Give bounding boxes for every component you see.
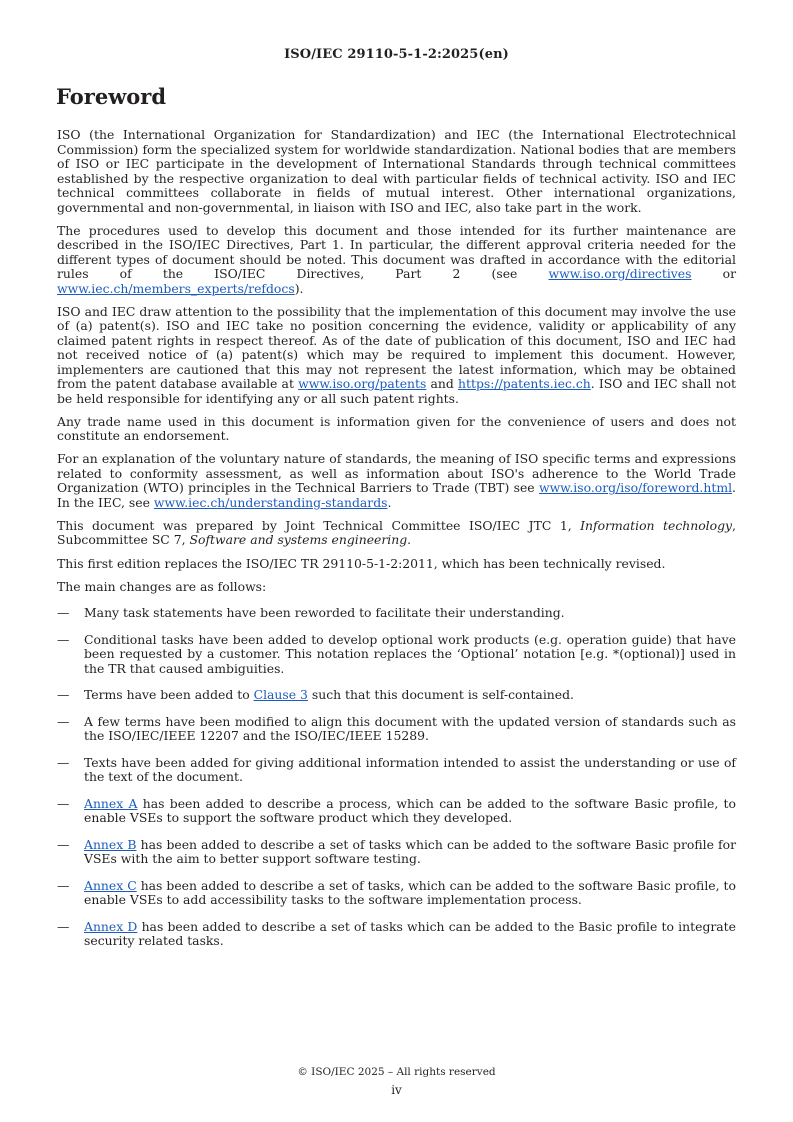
- link-annex-c[interactable]: Annex C: [84, 877, 137, 893]
- paragraph-prepared-by: [57, 519, 736, 548]
- paragraph-text: For an explanation of the voluntary nature of standards, the meaning of ISO specific terms and expressions related to conformity assessment, as well as information about ISO's adherence to the World Trade Organization (WTO) principles in the Technical Barriers to Trade (TBT) see: [57, 451, 736, 496]
- paragraph-text: ISO and IEC draw attention to the possibility that the implementation of this document may involve the use of (a) patent(s). ISO and IEC take no position concerning the evidence, validity or applicability of any claimed patent rights in respect thereof. As of the date of publication of this document, ISO and IEC had not received notice of (a) patent(s) which may be required to implement this document. However, implementers are cautioned that this may not represent the latest information, which may be obtained from the patent database available at: [57, 303, 736, 392]
- paragraph-voluntary-nature: [57, 452, 736, 510]
- list-item-text: Many task statements have been reworded to facilitate their understanding.: [84, 605, 565, 621]
- list-item-text: has been added to describe a set of tasks which can be added to the software Basic profile for VSEs with the aim to better support software testing.: [84, 836, 737, 867]
- list-item-text: A few terms have been modified to align this document with the updated version of standards such as the ISO/IEC/IEEE 12207 and the ISO/IEC/IEEE 15289.: [84, 713, 736, 744]
- dash-bullet: —: [57, 687, 70, 703]
- link-annex-b[interactable]: Annex B: [84, 836, 137, 852]
- paragraph-text: ).: [294, 280, 304, 296]
- list-item: [57, 797, 736, 826]
- dash-bullet: —: [57, 836, 70, 852]
- list-item-text: has been added to describe a process, which can be added to the software Basic profile, to enable VSEs to support the software product which they developed.: [84, 795, 737, 826]
- paragraph-text: .: [387, 494, 392, 510]
- dash-bullet: —: [57, 631, 70, 647]
- list-item: [57, 633, 736, 677]
- list-item: [57, 756, 736, 785]
- copyright-footer: © ISO/IEC 2025 – All rights reserved: [297, 1066, 496, 1078]
- paragraph-patents: [57, 305, 736, 407]
- list-item-text: such that this document is self-contained.: [307, 687, 574, 703]
- paragraph-main-changes: [57, 580, 736, 595]
- list-item: [57, 920, 736, 949]
- paragraph-text: ISO (the International Organization for Standardization) and IEC (the International Electrotechnical Commission) form the specialized system for worldwide standardization. National bodies that are members of ISO or IEC participate in the development of International Standards through technical committees established by the respective organization to deal with particular fields of technical activity. ISO and IEC technical committees collaborate in fields of mutual interest. Other international organizations, governmental and non-governmental, in liaison with ISO and IEC, also take part in the work.: [57, 127, 736, 215]
- link-clause-3[interactable]: Clause 3: [253, 687, 308, 703]
- foreword-body: [57, 128, 736, 961]
- paragraph-procedures: [57, 224, 736, 297]
- paragraph-text: The procedures used to develop this document and those intended for its further maintenance are described in the ISO/IEC Directives, Part 1. In particular, the different approval criteria needed for the different types of document should be noted. This document was drafted in accordance with the editorial rules of the ISO/IEC Directives, Part 2 (see: [57, 222, 736, 282]
- paragraph-text: . In the IEC, see: [57, 480, 736, 510]
- paragraph-text: This document was prepared by Joint Technical Committee ISO/IEC JTC 1,: [57, 517, 581, 533]
- paragraph-text: This first edition replaces the ISO/IEC TR 29110-5-1-2:2011, which has been technically revised.: [57, 555, 666, 571]
- page-title: Foreword: [56, 84, 167, 109]
- dash-bullet: —: [57, 918, 70, 934]
- link-annex-d[interactable]: Annex D: [84, 918, 138, 934]
- list-item-text: has been added to describe a set of tasks which can be added to the Basic profile to integrate security related tasks.: [84, 918, 736, 949]
- list-item-text: Terms have been added to: [84, 687, 254, 703]
- list-item-text: has been added to describe a set of tasks, which can be added to the software Basic profile, to enable VSEs to add accessibility tasks to the software implementation process.: [84, 877, 736, 908]
- link-annex-a[interactable]: Annex A: [84, 795, 138, 811]
- dash-bullet: —: [57, 754, 70, 770]
- paragraph-text: . ISO and IEC shall not be held responsible for identifying any or all such patent rights.: [57, 376, 736, 406]
- paragraph-iso-iec-intro: [57, 128, 736, 215]
- paragraph-text: , Subcommittee SC 7,: [57, 517, 736, 548]
- link-iec-refdocs[interactable]: www.iec.ch/members_experts/refdocs: [57, 280, 295, 296]
- link-iso-foreword[interactable]: www.iso.org/iso/foreword.html: [538, 480, 733, 496]
- paragraph-text: or: [691, 266, 737, 282]
- list-item: [57, 688, 736, 703]
- list-item: [57, 838, 736, 867]
- list-item-text: Texts have been added for giving additional information intended to assist the understanding or use of the text of the document.: [84, 754, 736, 785]
- list-item-text: Conditional tasks have been added to develop optional work products (e.g. operation guide) that have been requested by a customer. This notation replaces the ‘Optional’ notation [e.g. *(optional)] used in the TR that caused ambiguities.: [84, 631, 736, 676]
- dash-bullet: —: [57, 795, 70, 811]
- document-id-header: ISO/IEC 29110-5-1-2:2025(en): [284, 47, 509, 62]
- link-iso-patents[interactable]: www.iso.org/patents: [298, 376, 427, 392]
- paragraph-trade-name: [57, 415, 736, 444]
- paragraph-text: Any trade name used in this document is information given for the convenience of users and does not constitute an endorsement.: [57, 413, 736, 444]
- paragraph-text: .: [407, 532, 412, 548]
- committee-name: Information technology: [580, 517, 733, 533]
- dash-bullet: —: [57, 713, 70, 729]
- list-item: [57, 879, 736, 908]
- list-item: [57, 606, 736, 621]
- paragraph-edition: [57, 557, 736, 572]
- dash-bullet: —: [57, 877, 70, 893]
- list-item: [57, 715, 736, 744]
- changes-list: [57, 606, 736, 949]
- page-number: iv: [391, 1083, 402, 1097]
- link-iso-directives[interactable]: www.iso.org/directives: [548, 266, 692, 282]
- link-iec-patents[interactable]: https://patents.iec.ch: [458, 376, 591, 392]
- dash-bullet: —: [57, 605, 70, 621]
- link-iec-understanding-standards[interactable]: www.iec.ch/understanding-standards: [153, 494, 388, 510]
- subcommittee-name: Software and systems engineering: [189, 532, 408, 548]
- paragraph-text: The main changes are as follows:: [57, 578, 267, 594]
- paragraph-text: and: [426, 376, 459, 392]
